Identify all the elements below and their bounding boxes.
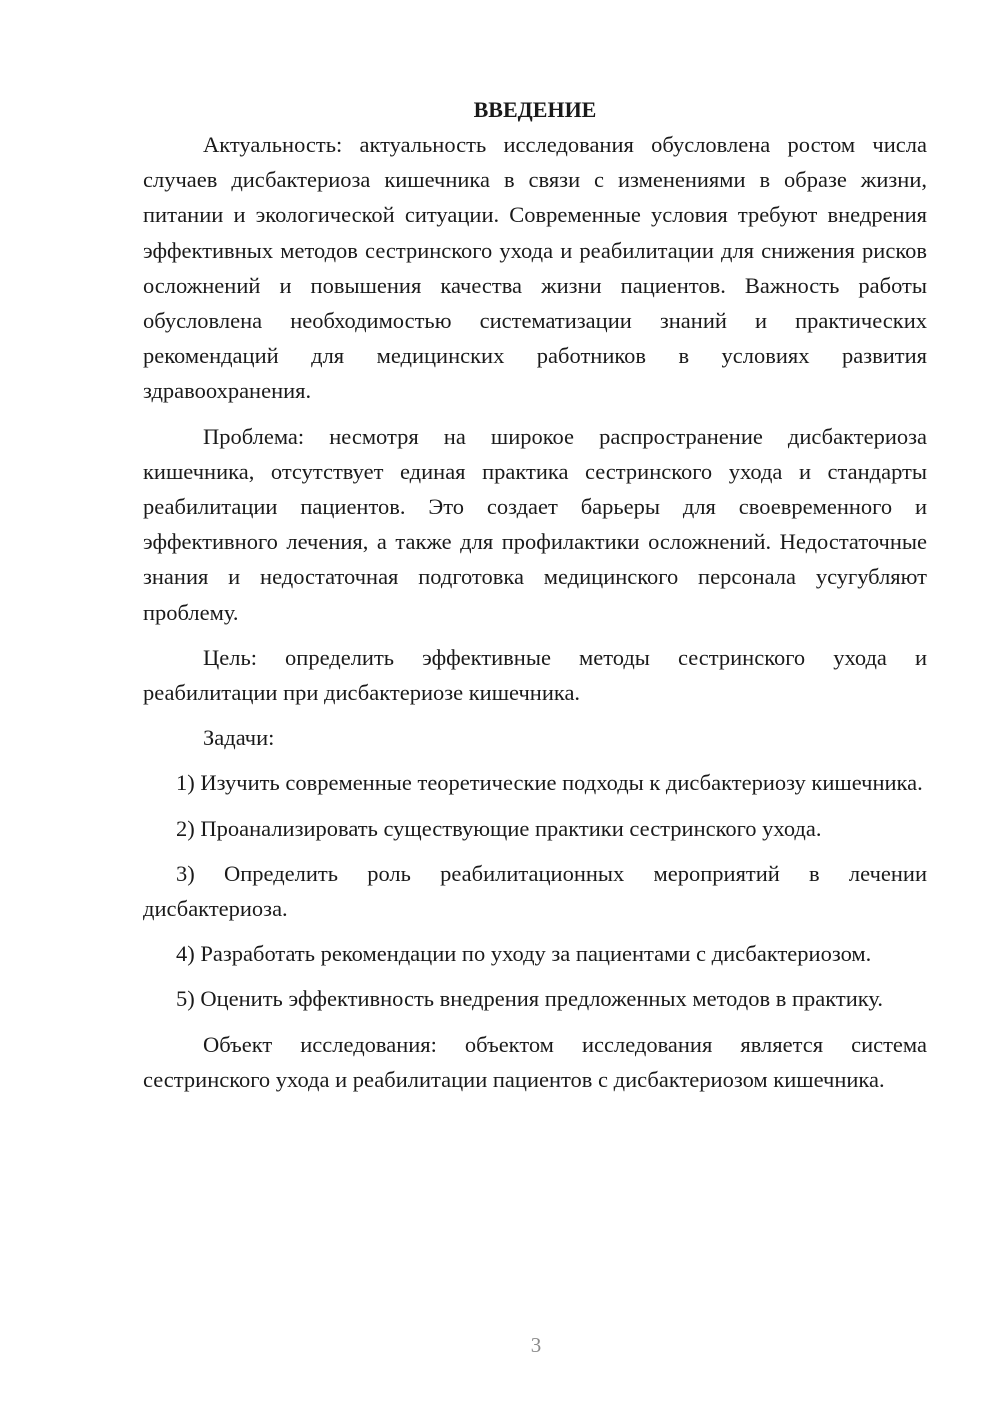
- task-item: 1) Изучить современные теоретические подходы к дисбактериозу кишечника.: [176, 770, 923, 796]
- task-item: 3) Определить роль реабилитационных мероприятий в лечении дисбактериоза.: [143, 860, 927, 922]
- page-number: 3: [530, 1333, 542, 1357]
- page-title: ВВЕДЕНИЕ: [473, 97, 597, 122]
- problem-paragraph: Проблема: несмотря на широкое распространение дисбактериоза кишечника, отсутствует единая практика сестринского ухода и стандарты реабилитации пациентов. Это создает барьеры для своевременного и эффективного лечения, а также для профилактики осложнений. Недостаточные знания и недостаточная подготовка медицинского персонала усугубляют проблему.: [143, 423, 927, 625]
- relevance-paragraph: Актуальность: актуальность исследования обусловлена ростом числа случаев дисбактериоза кишечника в связи с изменениями в образе жизни, питании и экологической ситуации. Современные условия требуют внедрения эффективных методов сестринского ухода и реабилитации для снижения рисков осложнений и повышения качества жизни пациентов. Важность работы обусловлена необходимостью систематизации знаний и практических рекомендаций для медицинских работников в условиях развития здравоохранения.: [143, 132, 927, 404]
- task-item: 5) Оценить эффективность внедрения предложенных методов в практику.: [176, 986, 884, 1012]
- goal-paragraph: Цель: определить эффективные методы сестринского ухода и реабилитации при дисбактериозе кишечника.: [143, 644, 927, 706]
- document-body: [143, 92, 927, 1097]
- task-item: 2) Проанализировать существующие практики сестринского ухода.: [176, 815, 822, 841]
- tasks-label: Задачи:: [203, 725, 275, 751]
- object-paragraph: Объект исследования: объектом исследования является система сестринского ухода и реабилитации пациентов с дисбактериозом кишечника.: [143, 1031, 927, 1092]
- task-item: 4) Разработать рекомендации по уходу за пациентами с дисбактериозом.: [176, 941, 872, 967]
